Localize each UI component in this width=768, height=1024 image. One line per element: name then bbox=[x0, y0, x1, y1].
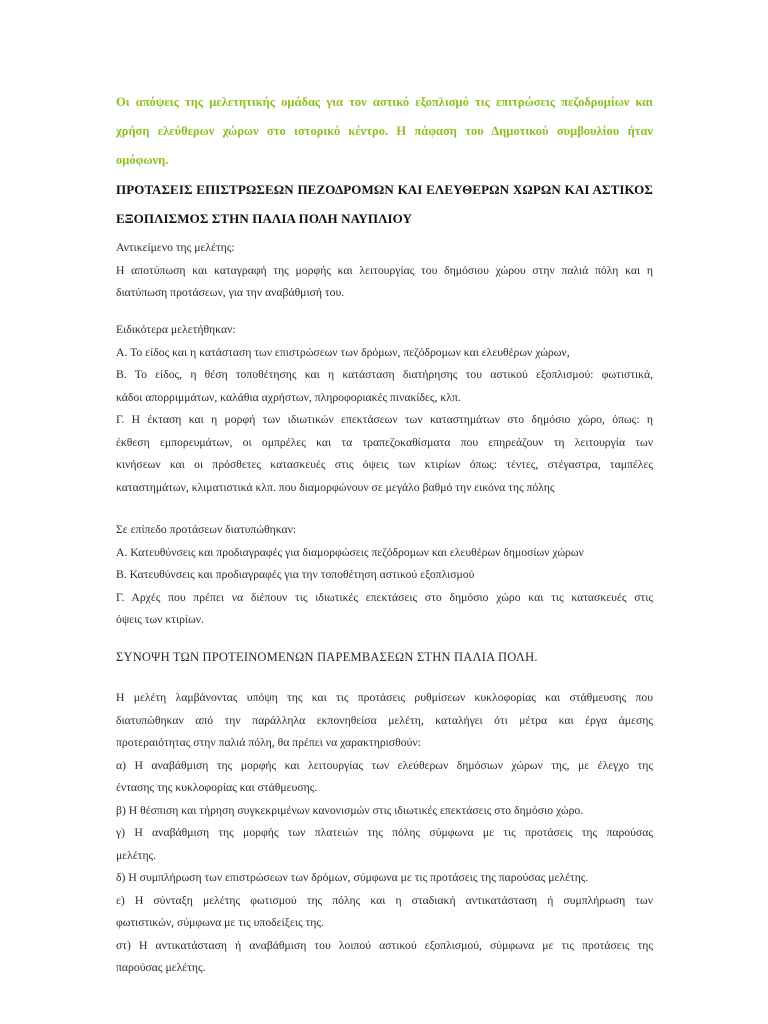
summary-item-g-line-2: μελέτης. bbox=[116, 848, 157, 862]
subject-label: Αντικείμενο της μελέτης: bbox=[116, 241, 235, 254]
summary-intro-line-2: διατυπώθηκαν από την παράλληλα εκπονηθείσα μελέτη, καταλήγει ότι μέτρα και έργα άμεσης bbox=[116, 713, 653, 727]
summary-item-g-line-1: γ) Η αναβάθμιση της μορφής των πλατειών της πόλης σύμφωνα με τις προτάσεις της παρούσας bbox=[116, 826, 653, 839]
studied-section bbox=[116, 319, 653, 499]
subject-line-1: Η αποτύπωση και καταγραφή της μορφής και λειτουργίας του δημόσιου χώρου στην παλιά πόλη και η bbox=[116, 263, 653, 277]
proposals-item-a: Α. Κατευθύνσεις και προδιαγραφές για διαμορφώσεις πεζόδρομων και ελευθέρων δημοσίων χώρων bbox=[116, 545, 584, 559]
intro-line-3: ομόφωνη. bbox=[116, 153, 169, 167]
summary-intro-line-3: προτεραιότητας στην παλιά πόλη, θα πρέπει να χαρακτηρισθούν: bbox=[116, 736, 421, 749]
studied-item-c-line-1: Γ. Η έκταση και η μορφή των ιδιωτικών επεκτάσεων των καταστημάτων στο δημόσιο χώρο, όπως: η bbox=[116, 413, 653, 426]
studied-item-b-line-1: Β. Το είδος, η θέση τοποθέτησης και η κατάσταση διατήρησης του αστικού εξοπλισμού: φωτιστικά, bbox=[116, 368, 653, 381]
summary-section bbox=[116, 687, 653, 980]
studied-item-a: Α. Το είδος και η κατάσταση των επιστρώσεων των δρόμων, πεζόδρομων και ελευθέρων χώρων, bbox=[116, 345, 570, 359]
summary-item-st-line-1: στ) Η αντικατάσταση ή αναβάθμιση του λοιπού αστικού εξοπλισμού, σύμφωνα με τις προτάσεις της bbox=[116, 938, 653, 952]
title-line-2: ΕΞΟΠΛΙΣΜΟΣ ΣΤΗΝ ΠΑΛΙΑ ΠΟΛΗ ΝΑΥΠΛΙΟΥ bbox=[116, 211, 413, 226]
studied-item-c-line-3: κινήσεων και οι πρόσθετες κατασκευές στις όψεις των κτιρίων όπως: τέντες, στέγαστρα, ταμπέλες bbox=[116, 458, 653, 471]
studied-item-b-line-2: κάδοι απορριμμάτων, καλάθια αχρήστων, πληροφοριακές πινακίδες, κλπ. bbox=[116, 390, 461, 404]
proposals-item-b: Β. Κατευθύνσεις και προδιαγραφές για την τοποθέτηση αστικού εξοπλισμού bbox=[116, 568, 475, 581]
proposals-label: Σε επίπεδο προτάσεων διατυπώθηκαν: bbox=[116, 523, 297, 536]
subject-line-2: διατύπωση προτάσεων, για την αναβάθμισή του. bbox=[116, 286, 345, 299]
summary-item-d: δ) Η συμπλήρωση των επιστρώσεων των δρόμων, σύμφωνα με τις προτάσεις της παρούσας μελέτης. bbox=[116, 871, 589, 884]
summary-item-a-line-2: έντασης της κυκλοφορίας και στάθμευσης. bbox=[116, 781, 318, 794]
summary-item-b: β) Η θέσπιση και τήρηση συγκεκριμένων κανονισμών στις ιδιωτικές επεκτάσεις στο δημόσιο χώρο. bbox=[116, 803, 584, 817]
summary-item-e-line-2: φωτιστικών, σύμφωνα με τις υποδείξεις της. bbox=[116, 916, 324, 929]
intro-note bbox=[116, 88, 653, 175]
summary-item-a-line-1: α) Η αναβάθμιση της μορφής και λειτουργίας των ελεύθερων δημόσιων χώρων της, με έλεγχο της bbox=[116, 758, 653, 772]
summary-heading: ΣΥΝΟΨΗ ΤΩΝ ΠΡΟΤΕΙΝΟΜΕΝΩΝ ΠΑΡΕΜΒΑΣΕΩΝ ΣΤΗΝ ΠΑΛΙΑ ΠΟΛΗ. bbox=[116, 650, 538, 664]
summary-intro-line-1: Η μελέτη λαμβάνοντας υπόψη της και τις προτάσεις ρυθμίσεων κυκλοφορίας και στάθμευσης που bbox=[116, 691, 653, 704]
studied-item-c-line-2: έκθεση εμπορευμάτων, οι ομπρέλες και τα τραπεζοκαθίσματα που επηρεάζουν τη λειτουργία των bbox=[116, 435, 653, 449]
intro-line-2: χρήση ελεύθερων χώρων στο ιστορικό κέντρο. Η πάφαση του Δημοτικού συμβουλίου ήταν bbox=[116, 124, 653, 138]
studied-label: Ειδικότερα μελετήθηκαν: bbox=[116, 323, 236, 336]
summary-item-st-line-2: παρούσας μελέτης. bbox=[116, 961, 206, 974]
studied-item-c-line-4: καταστημάτων, κλιματιστικά κλπ. που διαμορφώνουν σε μεγάλο βαθμό την εικόνα της πόλης bbox=[116, 480, 555, 494]
proposals-section bbox=[116, 519, 653, 632]
summary-item-e-line-1: ε) Η σύνταξη μελέτης φωτισμού της πόλης και η σταδιακή αντικατάσταση ή συμπλήρωση των bbox=[116, 893, 653, 907]
subject-section bbox=[116, 237, 653, 305]
intro-line-1: Οι απόψεις της μελετητικής ομάδας για τον αστικό εξοπλισμό τις επιτρώσεις πεζοδρομίων και bbox=[116, 95, 653, 109]
document-title bbox=[116, 175, 653, 233]
title-line-1: ΠΡΟΤΑΣΕΙΣ ΕΠΙΣΤΡΩΣΕΩΝ ΠΕΖΟΔΡΟΜΩΝ ΚΑΙ ΕΛΕΥΘΕΡΩΝ ΧΩΡΩΝ ΚΑΙ ΑΣΤΙΚΟΣ bbox=[116, 182, 653, 197]
proposals-item-c-line-1: Γ. Αρχές που πρέπει να διέπουν τις ιδιωτικές επεκτάσεις στο δημόσιο χώρο και τις κατασκευές στις bbox=[116, 590, 653, 604]
proposals-item-c-line-2: όψεις των κτιρίων. bbox=[116, 613, 204, 626]
